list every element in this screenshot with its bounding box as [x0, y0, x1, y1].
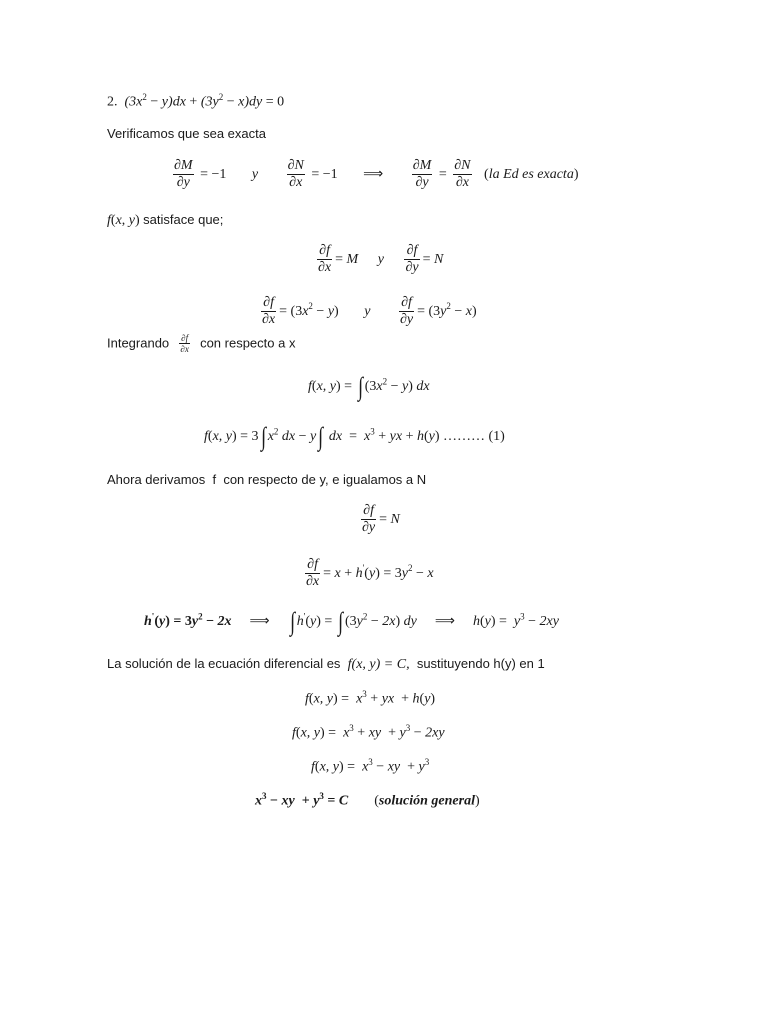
satisfies-text: f(x, y) satisface que; [107, 212, 224, 228]
partial-conditions: $\frac{\partial f}{\partial x}$ = M y $\frac{\partial f}{\partial y}$ = N [318, 243, 444, 276]
substitution-step-2: f(x, $y) = x^3$ + xy + $y^3 - 2xy$ [292, 723, 445, 741]
substitution-step-1: f(x, $y) = x^3$ + yx + h(y) [305, 689, 436, 707]
partial-expressions: $\frac{\partial f}{\partial x}$ = $(3x^2 - y)$ y $\frac{\partial f}{\partial y}$ = $(3y^2 - x)$ [262, 295, 477, 328]
integral-result-equation: f(x, y) = 3∫ $x^2$ dx − y∫ dx = $x^3$ + yx + h(y) ……… (1) [204, 422, 505, 451]
df-dy-equals-n: $\frac{\partial f}{\partial y}$ = N [362, 503, 400, 536]
problem-statement: 2. $(3x^2 - y)dx + (3y^2 - x)dy = 0$ [107, 92, 285, 110]
derive-text: Ahora derivamos f con respecto de y, e igualamos a N [107, 472, 427, 487]
derivative-equation: $\frac{\partial f}{\partial x}$ = $x + h'(y) = 3y^2 - x$ [306, 557, 434, 590]
solution-text: La solución de la ecuación diferencial es f(x, y) = C, sustituyendo h(y) en 1 [107, 656, 545, 672]
substitution-step-3: f(x, $y) = x^3$ − xy + $y^3$ [311, 757, 430, 775]
exactness-check-equation: $\frac{\partial M}{\partial y}$ = −1 y $\frac{\partial N}{\partial x}$ = −1 ⟹ $\frac{\partial M}{\partial y}$ = $\frac{\partial N}{\partial x}$ (la Ed es exacta) [174, 158, 579, 191]
h-prime-solution: $h'(y) = 3y^2 - 2x$ ⟹ ∫ h'(y) = ∫ $(3y^2 - 2x)$ dy ⟹ $h(y) = y^3 - 2xy$ [144, 607, 559, 636]
integrating-text: Integrando $\frac{\partial f}{\partial x}$ con respecto a x [107, 333, 296, 355]
verify-exact-text: Verificamos que sea exacta [107, 126, 266, 141]
integral-equation: f(x, y) = ∫ $(3x^2 - y)$ dx [308, 372, 430, 401]
general-solution: $x^3$ − xy + $y^3 = C$ (solución general) [255, 791, 480, 809]
